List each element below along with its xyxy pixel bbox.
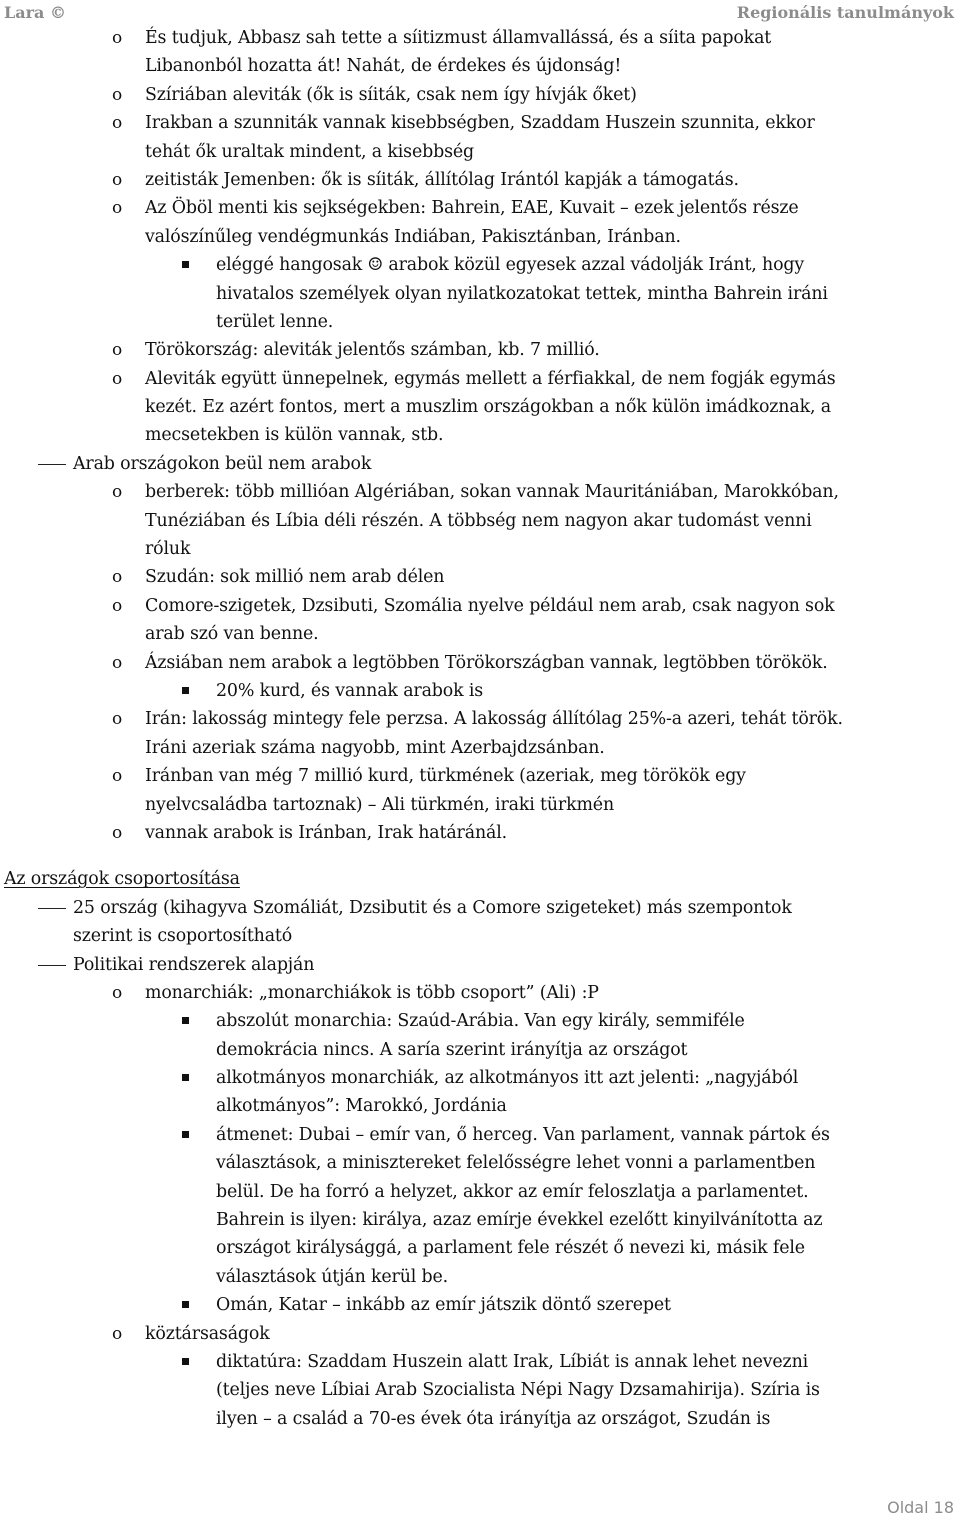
list-line (0, 1092, 960, 1120)
circle-bullet: o (112, 595, 123, 616)
line-text: Omán, Katar – inkább az emír játszik döntő szerepet (216, 1295, 671, 1316)
circle-bullet: o (112, 709, 123, 730)
list-line (0, 1036, 960, 1064)
list-line (0, 52, 960, 80)
line-text: Szíriában aleviták (ők is síiták, csak nem így hívják őket) (145, 84, 637, 105)
list-line (0, 166, 960, 194)
list-line (0, 450, 960, 478)
list-line (0, 563, 960, 591)
line-text: Ázsiában nem arabok a legtöbben Törökországban vannak, legtöbben törökök. (145, 652, 828, 673)
line-text: eléggé hangosak ☺ arabok közül egyesek azzal vádolják Iránt, hogy (216, 255, 805, 276)
list-line (0, 194, 960, 222)
list-line (0, 421, 960, 449)
list-line (0, 81, 960, 109)
dash-bullet (38, 965, 66, 966)
dash-bullet (38, 464, 66, 465)
list-line (0, 894, 960, 922)
list-line (0, 109, 960, 137)
square-bullet (182, 261, 189, 268)
header-course-title: Regionális tanulmányok (736, 3, 954, 22)
dash-bullet (38, 908, 66, 909)
circle-bullet: o (112, 766, 123, 787)
line-text: valószínűleg vendégmunkás Indiában, Pakisztánban, Iránban. (145, 226, 681, 247)
line-text: (teljes neve Líbiai Arab Szocialista Népi Nagy Dzsamahirija). Szíria is (216, 1380, 820, 1401)
line-text: arab szó van benne. (145, 624, 319, 645)
list-line (0, 535, 960, 563)
line-text: választások, a minisztereket felelősségre lehet vonni a parlamentben (216, 1153, 816, 1174)
line-text: berberek: több millióan Algériában, sokan vannak Mauritániában, Marokkóban, (145, 482, 839, 503)
list-line (0, 951, 960, 979)
line-text: Libanonból hozatta át! Nahát, de érdekes és újdonság! (145, 56, 622, 77)
line-text: szerint is csoportosítható (73, 926, 293, 947)
line-text: 20% kurd, és vannak arabok is (216, 680, 484, 701)
list-line (0, 819, 960, 847)
square-bullet (182, 1017, 189, 1024)
list-line (0, 734, 960, 762)
list-line (0, 922, 960, 950)
circle-bullet: o (112, 822, 123, 843)
circle-bullet: o (112, 567, 123, 588)
list-line (0, 1291, 960, 1319)
line-text: Az Öböl menti kis sejkségekben: Bahrein, EAE, Kuvait – ezek jelentős része (145, 198, 799, 219)
line-text: diktatúra: Szaddam Huszein alatt Irak, Líbiát is annak lehet nevezni (216, 1351, 809, 1372)
list-line (0, 223, 960, 251)
line-text: hivatalos személyek olyan nyilatkozatokat tettek, mintha Bahrein iráni (216, 283, 828, 304)
line-text: És tudjuk, Abbasz sah tette a síitizmust államvallássá, és a síita papokat (145, 28, 772, 48)
circle-bullet: o (112, 652, 123, 673)
list-line (0, 365, 960, 393)
circle-bullet: o (112, 368, 123, 389)
list-line (0, 1178, 960, 1206)
line-text: demokrácia nincs. A saría szerint irányítja az országot (216, 1039, 688, 1060)
circle-bullet: o (112, 198, 123, 219)
circle-bullet: o (112, 28, 123, 48)
line-text: kezét. Ez azért fontos, mert a muszlim országokban a nők külön imádkoznak, a (145, 397, 831, 418)
circle-bullet: o (112, 340, 123, 361)
line-text: Aleviták együtt ünnepelnek, egymás mellett a férfiakkal, de nem fogják egymás (145, 368, 836, 389)
line-text: vannak arabok is Iránban, Irak határánál. (145, 822, 508, 843)
line-text: Bahrein is ilyen: királya, azaz emírje évekkel ezelőtt kinyilvánította az (216, 1210, 823, 1231)
line-text: mecsetekben is külön vannak, stb. (145, 425, 444, 446)
list-line (0, 251, 960, 279)
line-text: belül. De ha forró a helyzet, akkor az emír feloszlatja a parlamentet. (216, 1181, 809, 1202)
line-text: Szudán: sok millió nem arab délen (145, 567, 445, 588)
square-bullet (182, 1131, 189, 1138)
square-bullet (182, 1301, 189, 1308)
list-line (0, 393, 960, 421)
list-line (0, 507, 960, 535)
section-title: Az országok csoportosítása (4, 869, 240, 890)
list-line (0, 1405, 960, 1433)
list-line (0, 705, 960, 733)
document-body (0, 24, 960, 1433)
square-bullet (182, 687, 189, 694)
line-text: monarchiák: „monarchiákok is több csoport” (Ali) :P (145, 982, 599, 1003)
list-line (0, 24, 960, 52)
list-line (0, 478, 960, 506)
line-text: választások útján kerül be. (216, 1266, 449, 1287)
list-line (0, 620, 960, 648)
line-text: 25 ország (kihagyva Szomáliát, Dzsibutit és a Comore szigeteket) más szempontok (73, 897, 792, 918)
list-line (0, 1007, 960, 1035)
line-text: Irán: lakosság mintegy fele perzsa. A lakosság állítólag 25%-a azeri, tehát török. (145, 709, 843, 730)
list-line (0, 1263, 960, 1291)
square-bullet (182, 1358, 189, 1365)
list-line (0, 308, 960, 336)
line-text: zeitisták Jemenben: ők is síiták, állítólag Irántól kapják a támogatás. (145, 169, 739, 190)
header-author: Lara © (4, 3, 66, 22)
line-text: Politikai rendszerek alapján (73, 954, 315, 975)
list-line (0, 1348, 960, 1376)
circle-bullet: o (112, 982, 123, 1003)
line-text: Iráni azeriak száma nagyobb, mint Azerbajdzsánban. (145, 737, 605, 758)
list-line (0, 1376, 960, 1404)
line-text: ilyen – a család a 70-es évek óta irányítja az országot, Szudán is (216, 1408, 771, 1429)
line-text: Irakban a szunniták vannak kisebbségben, Szaddam Huszein szunnita, ekkor (145, 113, 815, 134)
line-text: Iránban van még 7 millió kurd, türkmének (azeriak, meg törökök egy (145, 766, 746, 787)
line-text: terület lenne. (216, 311, 334, 332)
circle-bullet: o (112, 482, 123, 503)
list-line (0, 592, 960, 620)
list-line (0, 677, 960, 705)
line-text: nyelvcsaládba tartoznak) – Ali türkmén, iraki türkmén (145, 794, 614, 815)
line-text: köztársaságok (145, 1323, 270, 1344)
line-text: országot királysággá, a parlament fele részét ő nevezi ki, másik fele (216, 1238, 805, 1259)
list-line (0, 979, 960, 1007)
line-text: abszolút monarchia: Szaúd-Arábia. Van egy király, semmiféle (216, 1011, 745, 1032)
list-line (0, 336, 960, 364)
list-line (0, 1064, 960, 1092)
page-number: Oldal 18 (887, 1498, 954, 1517)
line-text: róluk (145, 539, 191, 560)
list-line (0, 1234, 960, 1262)
list-line (0, 649, 960, 677)
circle-bullet: o (112, 84, 123, 105)
list-line (0, 791, 960, 819)
line-text: átmenet: Dubai – emír van, ő herceg. Van parlament, vannak pártok és (216, 1124, 830, 1145)
list-line (0, 280, 960, 308)
line-text: Törökország: aleviták jelentős számban, kb. 7 millió. (145, 340, 600, 361)
list-line (0, 1149, 960, 1177)
list-line (0, 138, 960, 166)
line-text: alkotmányos”: Marokkó, Jordánia (216, 1096, 507, 1117)
line-text: Comore-szigetek, Dzsibuti, Szomália nyelve például nem arab, csak nagyon sok (145, 595, 835, 616)
list-line (0, 1206, 960, 1234)
circle-bullet: o (112, 1323, 123, 1344)
line-text: Arab országokon beül nem arabok (73, 453, 372, 474)
circle-bullet: o (112, 169, 123, 190)
line-text: tehát ők uraltak mindent, a kisebbség (145, 141, 474, 162)
list-line (0, 1121, 960, 1149)
circle-bullet: o (112, 113, 123, 134)
square-bullet (182, 1074, 189, 1081)
line-text: Tunéziában és Líbia déli részén. A többség nem nagyon akar tudomást venni (145, 510, 812, 531)
list-line (0, 762, 960, 790)
section-heading (0, 865, 960, 893)
line-text: alkotmányos monarchiák, az alkotmányos itt azt jelenti: „nagyjából (216, 1068, 799, 1089)
list-line (0, 1320, 960, 1348)
